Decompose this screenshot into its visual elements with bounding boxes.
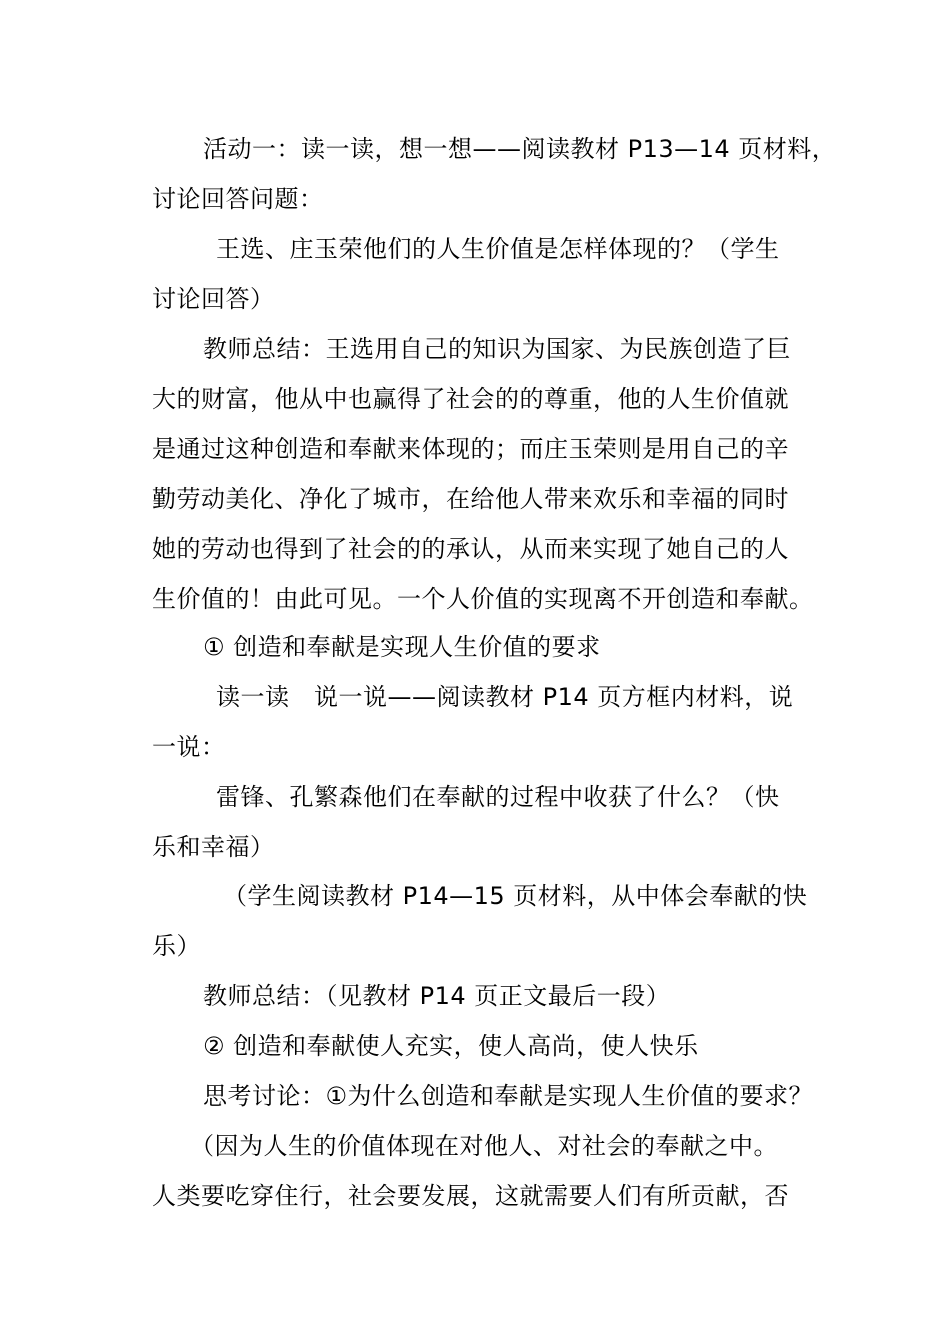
text-line: 讨论回答）: [152, 285, 275, 313]
text-line: （学生阅读教材 P14—15 页材料，从中体会奉献的快: [223, 882, 808, 910]
section-heading: ② 创造和奉献使人充实，使人高尚，使人快乐: [203, 1032, 699, 1060]
text-line: 思考讨论：①为什么创造和奉献是实现人生价值的要求？: [203, 1082, 814, 1110]
text-line: 乐和幸福）: [152, 833, 275, 861]
text-line: 王选、庄玉荣他们的人生价值是怎样体现的？（学生: [216, 235, 780, 263]
text-line: 一说：: [152, 733, 226, 761]
text-line: 活动一：读一读，想一想——阅读教材 P13—14 页材料，: [203, 135, 837, 163]
text-line: 讨论回答问题：: [152, 185, 324, 213]
section-heading: ① 创造和奉献是实现人生价值的要求: [203, 633, 601, 661]
text-line: 雷锋、孔繁森他们在奉献的过程中收获了什么？（快: [216, 783, 780, 811]
text-line: 是通过这种创造和奉献来体现的；而庄玉荣则是用自己的辛: [152, 435, 789, 463]
text-line: 乐）: [152, 932, 201, 960]
text-line: 大的财富，他从中也赢得了社会的的尊重，他的人生价值就: [152, 385, 789, 413]
text-line: （因为人生的价值体现在对他人、对社会的奉献之中。: [190, 1132, 778, 1160]
text-line: 教师总结：王选用自己的知识为国家、为民族创造了巨: [203, 335, 791, 363]
text-line: 教师总结：（见教材 P14 页正文最后一段）: [203, 982, 671, 1010]
text-line: 她的劳动也得到了社会的的承认，从而来实现了她自己的人: [152, 535, 789, 563]
text-line: 人类要吃穿住行，社会要发展，这就需要人们有所贡献，否: [152, 1182, 789, 1210]
text-line: 读一读 说一说——阅读教材 P14 页方框内材料，说: [216, 683, 794, 711]
text-line: 生价值的！由此可见。一个人价值的实现离不开创造和奉献。: [152, 585, 814, 613]
text-line: 勤劳动美化、净化了城市，在给他人带来欢乐和幸福的同时: [152, 485, 789, 513]
